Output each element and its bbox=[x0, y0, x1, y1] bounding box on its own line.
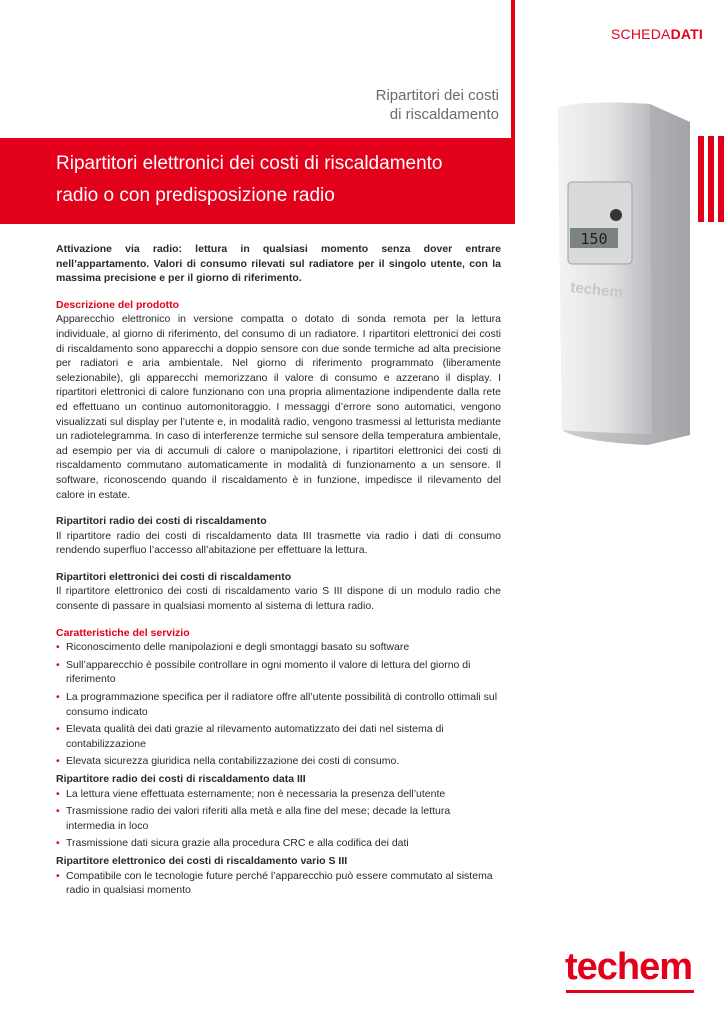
features-list bbox=[56, 640, 501, 769]
intro-paragraph: Attivazione via radio: lettura in qualsiasi momento senza dover entrare nell’appartamento. Valori di consumo rilevati sul radiatore per il singolo utente, con la massima precisione e per il giorno di riferimento. bbox=[56, 243, 501, 285]
electronic-heading: Ripartitori elettronici dei costi di riscaldamento bbox=[56, 570, 292, 583]
description-heading: Descrizione del prodotto bbox=[56, 298, 180, 311]
category-line-1: Ripartitori dei costi bbox=[375, 87, 499, 104]
deco-bar-2 bbox=[708, 136, 714, 222]
deco-bar-3 bbox=[718, 136, 724, 222]
data3-list bbox=[56, 787, 501, 851]
features-heading: Caratteristiche del servizio bbox=[56, 626, 190, 639]
list-item: • Riconoscimento delle manipolazioni e degli smontaggi basato su software bbox=[56, 641, 410, 654]
techem-logo: techem bbox=[565, 946, 693, 988]
dati-text: DATI bbox=[670, 26, 703, 42]
radio-text: Il ripartitore radio dei costi di riscaldamento data III trasmette via radio i dati di consumo rendendo superfluo l’accesso all’abitazione per effettuare la lettura. bbox=[56, 529, 501, 557]
list-item: • Elevata sicurezza giuridica nella contabilizzazione dei costi di consumo. bbox=[56, 755, 400, 768]
header-vertical-line bbox=[511, 0, 515, 224]
vario-item-text: Compatibile con le tecnologie future perché l’apparecchio può essere commutato al sistema radio in qualsiasi momento bbox=[66, 869, 493, 897]
features-item-text: Sull’apparecchio è possibile controllare in ogni momento il valore di lettura del giorno di riferimento bbox=[66, 658, 471, 686]
vario-list bbox=[56, 869, 501, 898]
radio-heading: Ripartitori radio dei costi di riscaldamento bbox=[56, 515, 267, 528]
features-item-text: Riconoscimento delle manipolazioni e degli smontaggi basato su software bbox=[66, 641, 410, 654]
features-item-text: Elevata sicurezza giuridica nella contabilizzazione dei costi di consumo. bbox=[66, 755, 400, 768]
electronic-text: Il ripartitore elettronico dei costi di riscaldamento vario S III dispone di un modulo radio che consente di passare in qualsiasi momento al sistema di lettura radio. bbox=[56, 585, 501, 613]
scheda-text: SCHEDA bbox=[611, 26, 671, 42]
description-text: Apparecchio elettronico in versione compatta o dotato di sonda remota per la lettura individuale, al giorno di riferimento, del consumo di un radiatore. I ripartitori elettronici dei costi di riscaldamento sono apparecchi a doppio sensore con due sonde termiche ad alta precisione per radiatori e aria ambientale. Nel giorno di riferimento programmato (liberamente selezionabile), gli apparecchi memorizzano il valore di consumo e azzerano il display. I ripartitori elettronici di calore funzionano con una propria alimentazione indipendente dalla rete ed effettuano un continuo automonitoraggio. I messaggi d’errore sono automatici, vengono visualizzati sul display per l’utente e, in modalità radio, vengono trasmessi al letturista mediante un radiotelegramma. In caso di interferenze termiche sul sensore della temperatura ambientale, ad esempio per via di accumuli di calore o manipolazione, i ripartitori elettronici dei costi di riscaldamento commutano automaticamente in modalità di funzionamento a un sensore. Il software, riconoscendo quando il riscaldamento è in funzione, impedisce il rilevamento del calore in estate. bbox=[56, 313, 501, 501]
data3-item-text: Trasmissione dati sicura grazie alla procedura CRC e alla codifica dei dati bbox=[66, 837, 409, 850]
list-item: • Trasmissione radio dei valori riferiti alla metà e alla fine del mese; decade la lettura intermedia in loco bbox=[56, 805, 451, 832]
device-display-value: 150 bbox=[580, 230, 608, 248]
device-brand-text: techem bbox=[569, 279, 624, 302]
title-line-1: Ripartitori elettronici dei costi di riscaldamento bbox=[56, 153, 443, 174]
list-item: • La lettura viene effettuata esternamente; non è necessaria la presenza dell’utente bbox=[56, 787, 446, 800]
features-item-text: La programmazione specifica per il radiatore offre all’utente possibilità di controllo ottimali sul consumo indicato bbox=[66, 691, 498, 718]
vario-heading: Ripartitore elettronico dei costi di riscaldamento vario S III bbox=[56, 854, 348, 867]
list-item: • Sull’apparecchio è possibile controllare in ogni momento il valore di lettura del giorno di riferimento bbox=[56, 658, 471, 686]
list-item: • Trasmissione dati sicura grazie alla procedura CRC e alla codifica dei dati bbox=[56, 837, 409, 850]
list-item: • La programmazione specifica per il radiatore offre all’utente possibilità di controllo ottimali sul consumo indicato bbox=[56, 691, 498, 718]
data3-item-text: Trasmissione radio dei valori riferiti alla metà e alla fine del mese; decade la lettura intermedia in loco bbox=[66, 805, 451, 832]
title-line-2: radio o con predisposizione radio bbox=[56, 185, 335, 206]
title-banner bbox=[0, 138, 511, 224]
category-label bbox=[376, 86, 499, 124]
main-content bbox=[56, 242, 501, 901]
list-item: • Compatibile con le tecnologie future perché l’apparecchio può essere commutato al sistema radio in qualsiasi momento bbox=[56, 869, 493, 897]
features-item-text: Elevata qualità dei dati grazie al rilevamento automatizzato dei dati nel sistema di contabilizzazione bbox=[66, 723, 444, 750]
data3-heading: Ripartitore radio dei costi di riscaldamento data III bbox=[56, 773, 306, 785]
heat-cost-allocator-image bbox=[540, 100, 700, 445]
logo-underline bbox=[566, 990, 694, 993]
page-title bbox=[56, 148, 443, 212]
category-line-2: di riscaldamento bbox=[389, 106, 499, 123]
document-type-label bbox=[611, 26, 703, 42]
data3-item-text: La lettura viene effettuata esternamente; non è necessaria la presenza dell’utente bbox=[66, 787, 446, 800]
list-item: • Elevata qualità dei dati grazie al rilevamento automatizzato dei dati nel sistema di contabilizzazione bbox=[56, 723, 444, 750]
